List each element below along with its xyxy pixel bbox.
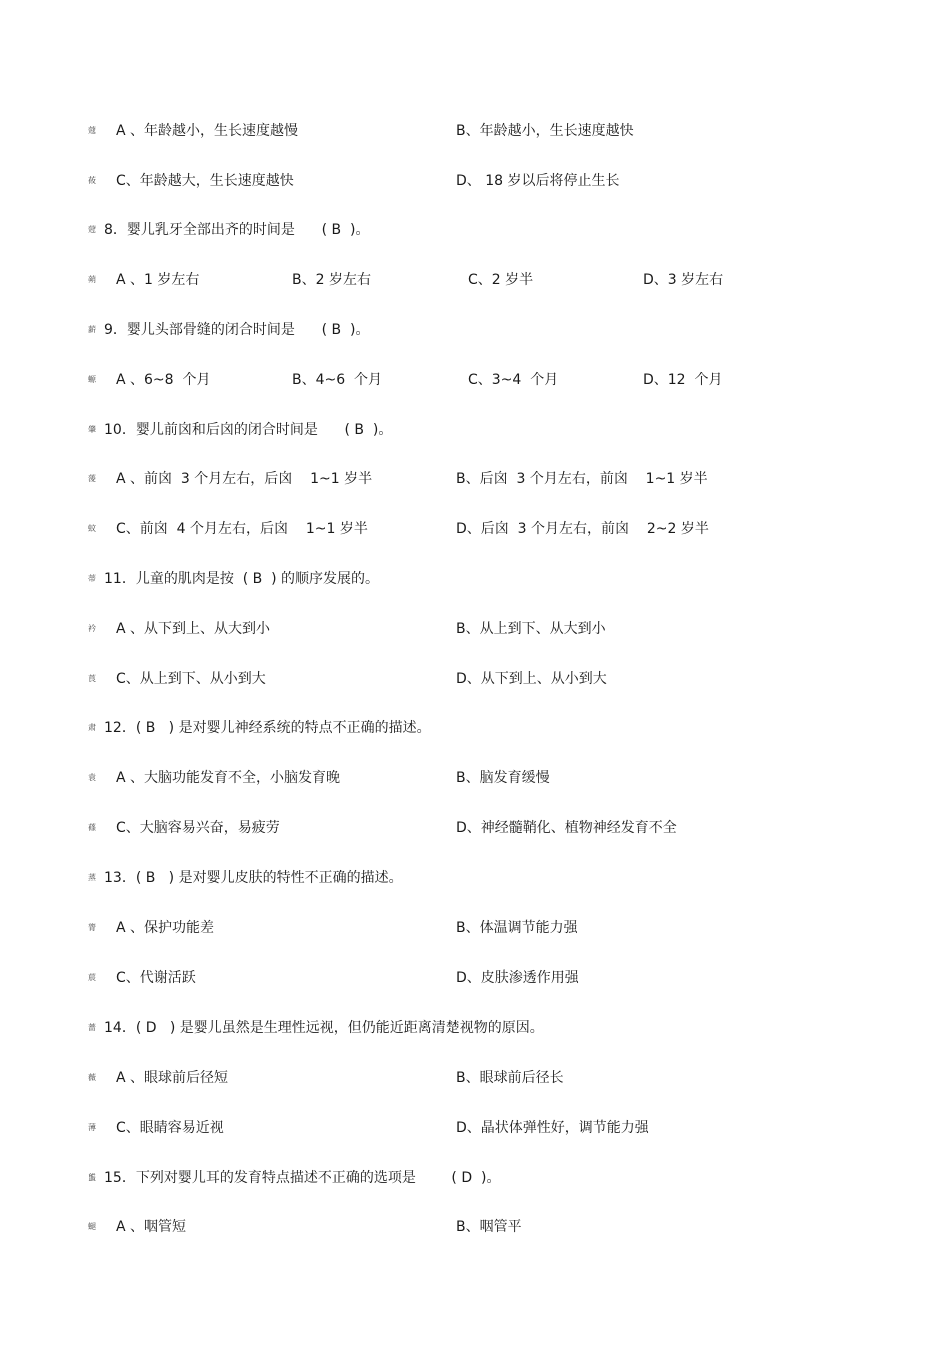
- option-text: D、晶状体弹性好，调节能力强: [456, 1120, 649, 1136]
- line-marker: 螁: [88, 1222, 96, 1231]
- question-text: 10．婴儿前囟和后囟的闭合时间是 ( B )。: [104, 422, 393, 438]
- line-marker: 蚊: [88, 524, 96, 533]
- line-marker: 莨: [88, 674, 96, 683]
- line-marker: 螈: [88, 375, 96, 384]
- line-marker: 薇: [88, 1073, 96, 1082]
- options-line: [88, 1066, 930, 1090]
- options-line: [88, 966, 930, 990]
- line-marker: 莀: [88, 973, 96, 982]
- line-marker: 膂: [88, 923, 96, 932]
- line-marker: 肃: [88, 723, 96, 732]
- option-text: C、2 岁半: [468, 272, 534, 288]
- question-text: 8．婴儿乳牙全部出齐的时间是 ( B )。: [104, 222, 370, 238]
- option-text: D、12 个月: [643, 372, 723, 388]
- question-line: [88, 1016, 930, 1040]
- options-line: [88, 517, 930, 541]
- option-text: C、眼睛容易近视: [116, 1120, 224, 1136]
- option-text: A 、前囟 3 个月左右，后囟 1~1 岁半: [116, 471, 373, 487]
- line-marker: 蔆: [88, 474, 96, 483]
- line-marker: 蒄: [88, 225, 96, 234]
- option-text: C、代谢活跃: [116, 970, 196, 986]
- option-text: A 、眼球前后径短: [116, 1070, 229, 1086]
- options-line: [88, 1215, 930, 1239]
- option-text: C、3~4 个月: [468, 372, 559, 388]
- line-marker: 蒂: [88, 574, 96, 583]
- line-marker: 肇: [88, 425, 96, 434]
- options-line: [88, 368, 930, 392]
- line-marker: 蔷: [88, 1023, 96, 1032]
- question-text: 15．下列对婴儿耳的发育特点描述不正确的选项是 ( D )。: [104, 1170, 501, 1186]
- line-marker: 薄: [88, 1123, 96, 1132]
- option-text: A 、保护功能差: [116, 920, 215, 936]
- option-text: C、从上到下、从小到大: [116, 671, 266, 687]
- option-text: D、从下到上、从小到大: [456, 671, 607, 687]
- line-marker: 蒸: [88, 873, 96, 882]
- question-line: [88, 567, 930, 591]
- option-text: C、前囟 4 个月左右，后囟 1~1 岁半: [116, 521, 368, 537]
- option-text: D、后囟 3 个月左右，前囟 2~2 岁半: [456, 521, 709, 537]
- option-text: B、脑发育缓慢: [456, 770, 550, 786]
- option-text: D、 18 岁以后将停止生长: [456, 173, 620, 189]
- option-text: A 、6~8 个月: [116, 372, 211, 388]
- option-text: A 、年龄越小，生长速度越慢: [116, 123, 299, 139]
- line-marker: 蔻: [88, 126, 96, 135]
- line-marker: 袁: [88, 773, 96, 782]
- options-line: [88, 467, 930, 491]
- options-line: [88, 1116, 930, 1140]
- options-line: [88, 766, 930, 790]
- option-text: A 、咽管短: [116, 1219, 187, 1235]
- line-marker: 螚: [88, 1173, 96, 1182]
- options-line: [88, 916, 930, 940]
- option-text: A 、大脑功能发育不全，小脑发育晚: [116, 770, 341, 786]
- options-line: [88, 617, 930, 641]
- option-text: A 、从下到上、从大到小: [116, 621, 271, 637]
- line-marker: 衿: [88, 624, 96, 633]
- option-text: A 、1 岁左右: [116, 272, 200, 288]
- options-line: [88, 816, 930, 840]
- option-text: B、年龄越小，生长速度越快: [456, 123, 634, 139]
- option-text: C、年龄越大，生长速度越快: [116, 173, 294, 189]
- question-text: 13．( B ) 是对婴儿皮肤的特性不正确的描述。: [104, 870, 403, 886]
- question-line: [88, 218, 930, 242]
- question-text: 9．婴儿头部骨缝的闭合时间是 ( B )。: [104, 322, 370, 338]
- option-text: C、大脑容易兴奋，易疲劳: [116, 820, 280, 836]
- line-marker: 莜: [88, 176, 96, 185]
- option-text: D、神经髓鞘化、植物神经发育不全: [456, 820, 677, 836]
- option-text: D、3 岁左右: [643, 272, 724, 288]
- option-text: B、从上到下、从大到小: [456, 621, 606, 637]
- question-text: 11．儿童的肌肉是按 ( B ) 的顺序发展的。: [104, 571, 380, 587]
- line-marker: 蓧: [88, 823, 96, 832]
- question-line: [88, 866, 930, 890]
- option-text: D、皮肤渗透作用强: [456, 970, 579, 986]
- options-line: [88, 169, 930, 193]
- line-marker: 薪: [88, 325, 96, 334]
- options-line: [88, 119, 930, 143]
- question-text: 14．( D ) 是婴儿虽然是生理性远视，但仍能近距离清楚视物的原因。: [104, 1020, 544, 1036]
- option-text: B、后囟 3 个月左右，前囟 1~1 岁半: [456, 471, 708, 487]
- option-text: B、2 岁左右: [292, 272, 371, 288]
- option-text: B、咽管平: [456, 1219, 522, 1235]
- option-text: B、4~6 个月: [292, 372, 383, 388]
- options-line: [88, 667, 930, 691]
- question-line: [88, 1166, 930, 1190]
- option-text: B、体温调节能力强: [456, 920, 578, 936]
- question-line: [88, 318, 930, 342]
- question-text: 12．( B ) 是对婴儿神经系统的特点不正确的描述。: [104, 720, 431, 736]
- question-line: [88, 716, 930, 740]
- options-line: [88, 268, 930, 292]
- question-line: [88, 418, 930, 442]
- line-marker: 蒴: [88, 275, 96, 284]
- option-text: B、眼球前后径长: [456, 1070, 564, 1086]
